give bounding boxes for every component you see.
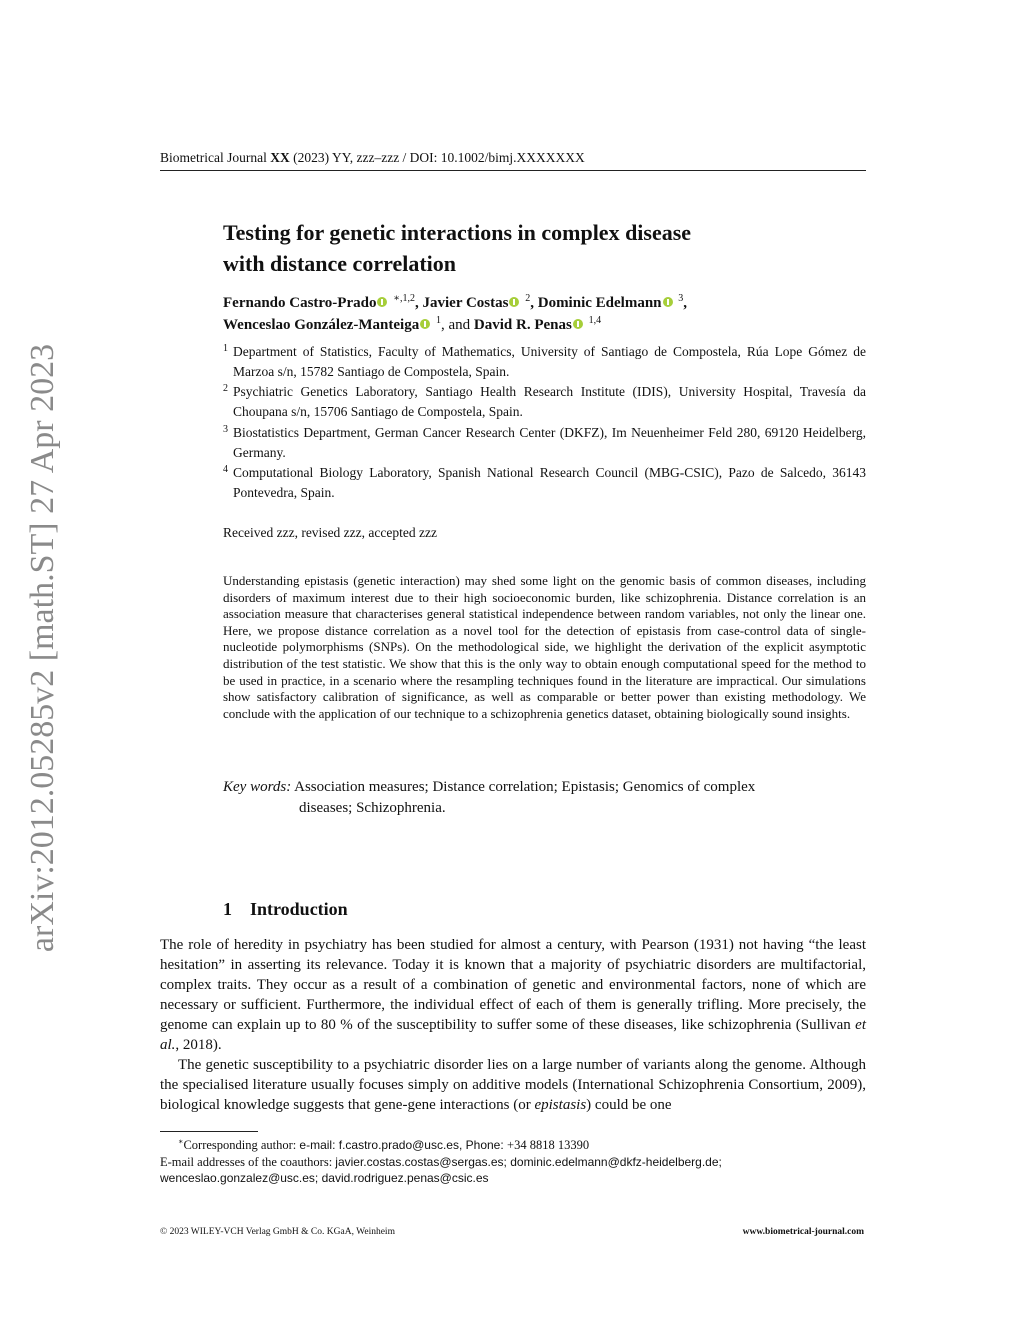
body-text xyxy=(160,935,866,1115)
keywords-label: Key words: xyxy=(223,779,292,795)
received-dates: Received zzz, revised zzz, accepted zzz xyxy=(223,525,437,540)
phone-label: , Phone: xyxy=(458,1138,508,1152)
journal-volume: XX xyxy=(270,150,290,165)
author-affiliation-marker: 1 xyxy=(435,315,441,326)
paragraph xyxy=(160,935,866,1055)
footnote-coauthors xyxy=(160,1154,866,1171)
journal-name: Biometrical Journal xyxy=(160,150,271,165)
abstract: Understanding epistasis (genetic interaction) may shed some light on the genomic basis of common diseases, including disorders of maximum interest due to their high socioeconomic burden, like schizophrenia. Distance correlation is an association measure that characterises general statistical independence between random variables, not only the linear one. Here, we propose distance correlation as a novel tool for the detection of epistasis from case-control data of single-nucleotide polymorphisms (SNPs). On the methodological side, we highlight the derivation of the explicit asymptotic distribution of the test statistic. We show that this is the only way to obtain enough computational speed for the method to be used in practice, in a scenario where the resampling techniques found in the literature are impractical. Our simulations show satisfactory calibration of significance, as well as comparable or better power than existing methodology. We conclude with the application of our technique to a schizophrenia genetics dataset, obtaining biologically sound insights. xyxy=(223,573,866,721)
author-affiliation-marker: ∗,1,2 xyxy=(393,293,416,304)
running-header xyxy=(160,150,866,171)
footnote-label: E-mail addresses of the coauthors: xyxy=(160,1154,336,1169)
orcid-icon[interactable] xyxy=(377,297,387,307)
emphasis: epistasis xyxy=(534,1097,587,1113)
orcid-icon[interactable] xyxy=(663,297,673,307)
copyright: © 2023 WILEY-VCH Verlag GmbH & Co. KGaA, Weinheim xyxy=(160,1227,395,1237)
keywords xyxy=(223,777,866,819)
title-line-1: Testing for genetic interactions in complex disease xyxy=(223,220,692,245)
paragraph xyxy=(160,1055,866,1115)
affiliation-number: 4 xyxy=(223,464,228,475)
author-affiliation-marker: 2 xyxy=(525,293,531,304)
orcid-icon[interactable] xyxy=(420,319,430,329)
affiliation-text: Computational Biology Laboratory, Spanish National Research Council (MBG-CSIC), Pazo de Salcedo, 36143 Pontevedra, Spain. xyxy=(233,465,866,500)
email-link[interactable]: f.castro.prado@usc.es xyxy=(338,1138,459,1152)
author-name: David R. Penas xyxy=(473,317,572,333)
affiliation-number: 3 xyxy=(223,424,228,435)
phone-number: +34 8818 13390 xyxy=(507,1138,590,1152)
author-name: Fernando Castro-Prado xyxy=(223,295,377,311)
paragraph-text: , 2018). xyxy=(175,1037,222,1053)
affiliation-text: Psychiatric Genetics Laboratory, Santiago Health Research Institute (IDIS), University Hospital, Travesía da Choupana s/n, 15706 Santiago de Compostela, Spain. xyxy=(233,384,866,419)
footnote-label: Corresponding author: xyxy=(183,1138,300,1152)
author-line-2 xyxy=(223,314,873,336)
email-label: e-mail: xyxy=(299,1138,339,1152)
paragraph-text: The role of heredity in psychiatry has been studied for almost a century, with Pearson (1931) not having “the least hesitation” in asserting its relevance. Today it is known that a majority of psychiatric disorders are multifactorial, complex traits. They occur as a result of a combination of genetic and environmental factors, none of which are necessary or sufficient. Furthermore, the individual effect of each of them is generally trifling. More precisely, the genome can explain up to 80 % of the susceptibility to suffer some of these diseases, like schizophrenia (Sullivan xyxy=(160,937,866,1033)
keywords-line-1: Association measures; Distance correlation; Epistasis; Genomics of complex xyxy=(294,779,756,795)
arxiv-identifier: arXiv:2012.05285v2 [math.ST] 27 Apr 2023 xyxy=(24,343,61,953)
affiliation xyxy=(223,342,866,382)
author-affiliation-marker: 1,4 xyxy=(588,315,602,326)
affiliation-number: 1 xyxy=(223,343,228,354)
journal-issue-doi: (2023) YY, zzz–zzz / DOI: 10.1002/bimj.XXXXXXX xyxy=(289,150,585,165)
citation-etal: et al. xyxy=(160,1017,866,1053)
affiliation-text: Biostatistics Department, German Cancer Research Center (DKFZ), Im Neuenheimer Feld 280, 69120 Heidelberg, Germany. xyxy=(233,425,866,460)
affiliation xyxy=(223,423,866,463)
footnote-marker: ∗ xyxy=(178,1136,184,1146)
affiliation-text: Department of Statistics, Faculty of Mathematics, University of Santiago de Compostela, Rúa Lope Gómez de Marzoa s/n, 15782 Santiago de Compostela, Spain. xyxy=(233,344,866,379)
author-name: Wenceslao González-Manteiga xyxy=(223,317,420,333)
paragraph-text: ) could be one xyxy=(586,1097,672,1113)
paragraph-text: The genetic susceptibility to a psychiatric disorder lies on a large number of variants along the genome. Although the specialised literature usually focuses simply on additive models (International Schizophrenia Consortium, 2009), biological knowledge suggests that gene-gene interactions (or xyxy=(160,1057,866,1113)
orcid-icon[interactable] xyxy=(573,319,583,329)
title-line-2: with distance correlation xyxy=(223,251,457,276)
author-name: Dominic Edelmann xyxy=(537,295,662,311)
section-number: 1 xyxy=(223,899,232,919)
affiliation xyxy=(223,382,866,422)
section-heading xyxy=(223,899,348,920)
email-link[interactable]: wenceslao.gonzalez@usc.es; david.rodriguez.penas@csic.es xyxy=(160,1171,489,1185)
paper-title xyxy=(223,217,863,279)
orcid-icon[interactable] xyxy=(509,297,519,307)
author-conjunction: , and xyxy=(440,317,474,333)
keywords-line-2: diseases; Schizophrenia. xyxy=(299,800,446,816)
footnote xyxy=(160,1137,866,1187)
affiliation-number: 2 xyxy=(223,383,228,394)
affiliation xyxy=(223,463,866,503)
author-line-1: Fernando Castro-Prado $^{∗,1,2}$, Javier Costas $^2$, Dominic Edelmann $^3$, xyxy=(223,293,687,311)
author-affiliation-marker: 3 xyxy=(678,293,684,304)
footnote-rule xyxy=(160,1131,258,1132)
journal-website-link[interactable]: www.biometrical-journal.com xyxy=(742,1227,864,1237)
author-name: Javier Costas xyxy=(422,295,509,311)
author-list xyxy=(223,292,873,336)
section-title: Introduction xyxy=(250,899,348,919)
footnote-corresponding xyxy=(160,1137,866,1154)
email-link[interactable]: javier.costas.costas@sergas.es; dominic.edelmann@dkfz-heidelberg.de; xyxy=(335,1154,722,1169)
